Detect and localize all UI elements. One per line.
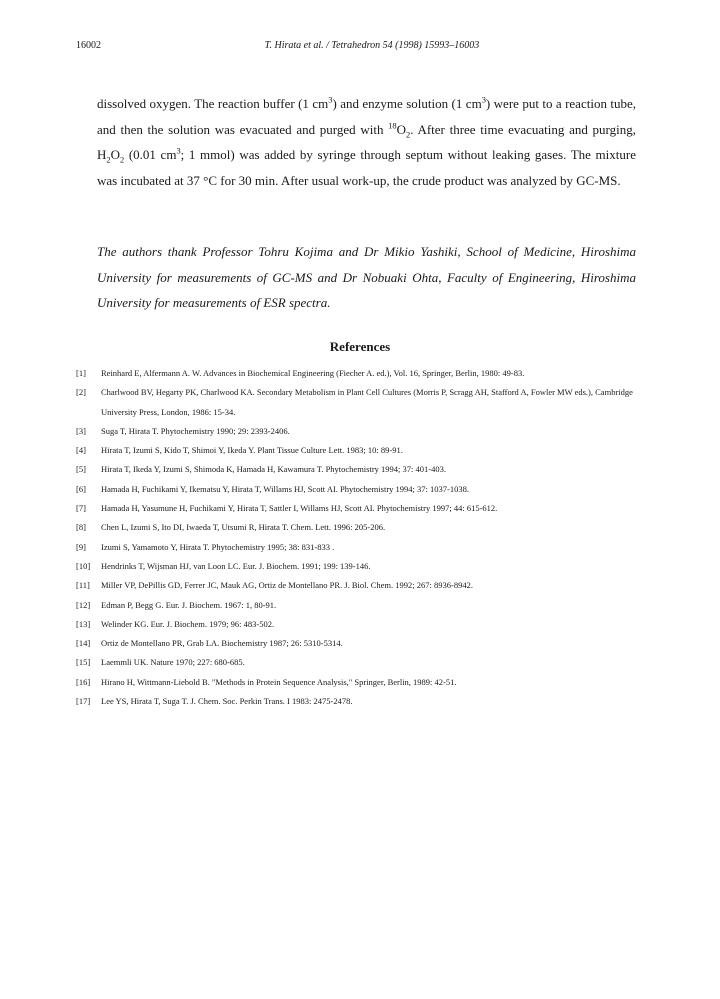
reference-number: [8] <box>76 522 86 533</box>
reference-number: [7] <box>76 503 86 514</box>
reference-item <box>76 634 646 653</box>
reference-item <box>76 480 646 499</box>
body-text: dissolved oxygen. The reaction buffer (1 cm <box>97 96 329 111</box>
reference-number: [10] <box>76 560 91 571</box>
references-heading: References <box>329 339 391 354</box>
reference-text: Reinhard E, Alfermann A. W. Advances in Biochemical Engineering (Fiecher A. ed.), Vol. 16, Springer, Berlin, 1980: 49-83. <box>101 368 525 378</box>
body-text: ) and enzyme solution (1 cm <box>332 96 482 111</box>
subscript: 2 <box>106 154 111 165</box>
running-head: T. Hirata et al. / Tetrahedron 54 (1998) 15993–16003 <box>264 40 480 51</box>
reference-number: [12] <box>76 599 91 610</box>
reference-text: Edman P, Begg G. Eur. J. Biochem. 1967: 1, 80-91. <box>101 599 277 610</box>
reference-item <box>76 499 646 518</box>
references-list <box>76 364 646 711</box>
reference-number: [13] <box>76 618 91 629</box>
reference-text: Lee YS, Hirata T, Suga T. J. Chem. Soc. Perkin Trans. I 1983: 2475-2478. <box>101 696 353 707</box>
reference-text: Chen L, Izumi S, Ito DI, Iwaeda T, Utsumi R, Hirata T. Chem. Lett. 1996: 205-206. <box>101 522 386 533</box>
body-text: O <box>110 147 120 162</box>
subscript: 2 <box>406 129 411 140</box>
reference-item <box>76 441 646 460</box>
reference-text: Suga T, Hirata T. Phytochemistry 1990; 29: 2393-2406. <box>101 425 290 436</box>
superscript: 3 <box>481 94 486 105</box>
reference-number: [16] <box>76 676 91 687</box>
acknowledgment: The authors thank Professor Tohru Kojima and Dr Mikio Yashiki, School of Medicine, Hiroshima University for measurements of GC-MS and Dr Nobuaki Ohta, Faculty of Engineering, Hiroshima University for measurements of ESR spectra. <box>97 244 636 310</box>
reference-number: [6] <box>76 483 86 494</box>
body-text: ; 1 mmol) was added by syringe through septum without leaking gases. The mixture was incubated at 37 °C for 30 min. After usual work-up, the crude product was analyzed by GC-MS. <box>97 147 636 188</box>
reference-item <box>76 615 646 634</box>
reference-item <box>76 460 646 479</box>
reference-text: Hamada H, Fuchikami Y, Ikematsu Y, Hirata T, Willams HJ, Scott AI. Phytochemistry 1994; 37: 1037-1038. <box>101 483 469 494</box>
reference-item <box>76 518 646 537</box>
reference-text: Izumi S, Yamamoto Y, Hirata T. Phytochemistry 1995; 38: 831-833 . <box>101 541 335 552</box>
reference-item <box>76 673 646 692</box>
reference-text: Laemmli UK. Nature 1970; 227: 680-685. <box>101 657 245 668</box>
reference-number: [2] <box>76 387 86 398</box>
reference-text: Charlwood BV, Hegarty PK, Charlwood KA. Secondary Metabolism in Plant Cell Cultures (Morris P, Scragg AH, Stafford A, Fowler MW eds.), Cambridge University Press, London, 1986: 15-34. <box>101 387 633 417</box>
reference-item <box>76 538 646 557</box>
reference-item <box>76 383 646 422</box>
reference-item <box>76 692 646 711</box>
reference-number: [4] <box>76 445 86 456</box>
reference-item <box>76 576 646 595</box>
reference-text: Hirata T, Izumi S, Kido T, Shimoi Y, Ikeda Y. Plant Tissue Culture Lett. 1983; 10: 89-91. <box>101 445 403 456</box>
reference-text: Hirano H, Wittmann-Liebold B. "Methods in Protein Sequence Analysis," Springer, Berlin, 1989: 42-51. <box>101 676 457 687</box>
reference-item <box>76 364 646 383</box>
body-text: (0.01 cm <box>124 147 177 162</box>
reference-number: [11] <box>76 580 90 591</box>
reference-text: Hirata T, Ikeda Y, Izumi S, Shimoda K, Hamada H, Kawamura T. Phytochemistry 1994; 37: 401-403. <box>101 464 446 475</box>
reference-number: [15] <box>76 657 91 668</box>
reference-text: Hamada H, Yasumune H, Fuchikami Y, Hirata T, Sattler I, Willams HJ, Scott AI. Phytochemistry 1997; 44: 615-612. <box>101 503 498 514</box>
reference-number: [1] <box>76 368 86 378</box>
reference-number: [3] <box>76 425 86 436</box>
reference-item <box>76 596 646 615</box>
body-text: O <box>396 121 406 137</box>
page-header <box>76 40 668 56</box>
page-number: 16002 <box>76 40 101 51</box>
reference-item <box>76 653 646 672</box>
reference-text: Hendrinks T, Wijsman HJ, van Loon LC. Eur. J. Biochem. 1991; 199: 139-146. <box>101 560 371 571</box>
reference-item <box>76 557 646 576</box>
superscript: 3 <box>328 94 333 105</box>
reference-number: [9] <box>76 541 86 552</box>
reference-text: Ortiz de Montellano PR, Grab LA. Biochemistry 1987; 26: 5310-5314. <box>101 638 343 649</box>
body-text: ) were put to a reaction tube, and then the solution was evacuated and purged with <box>97 96 636 137</box>
superscript: 3 <box>176 145 181 156</box>
subscript: 2 <box>120 154 125 165</box>
reference-text: Miller VP, DePillis GD, Ferrer JC, Mauk AG, Ortiz de Montellano PR. J. Biol. Chem. 1992; 267: 8936-8942. <box>101 580 473 591</box>
reference-number: [5] <box>76 464 86 475</box>
body-text: . After three time evacuating and purging, H <box>97 121 637 162</box>
reference-number: [17] <box>76 696 91 707</box>
experimental-paragraph <box>97 91 636 193</box>
reference-number: [14] <box>76 638 91 649</box>
reference-item <box>76 422 646 441</box>
reference-text: Welinder KG. Eur. J. Biochem. 1979; 96: 483-502. <box>101 618 275 629</box>
superscript: 18 <box>388 120 397 131</box>
